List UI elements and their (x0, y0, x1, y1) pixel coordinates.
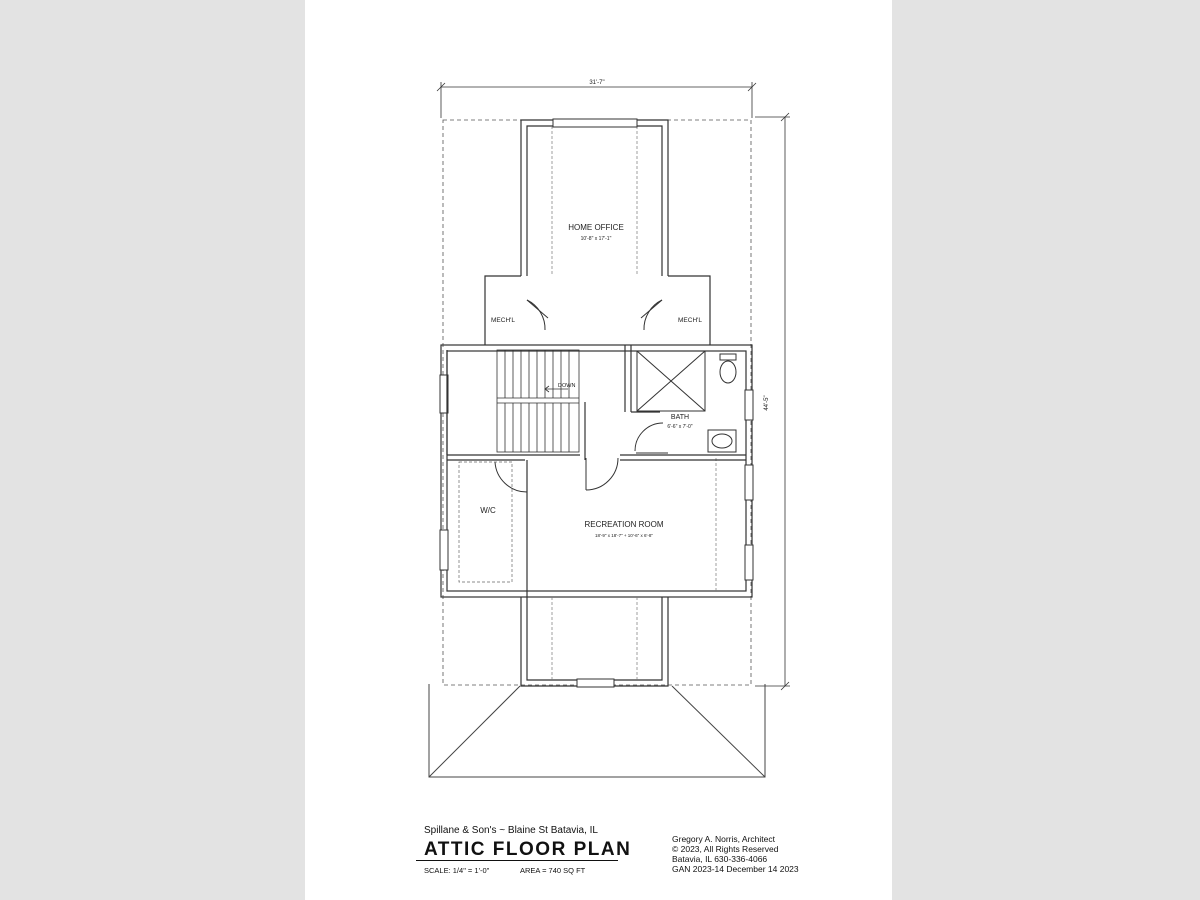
project-name: Spillane & Son's ~ Blaine St Batavia, IL (424, 825, 598, 836)
architect-job-date: GAN 2023-14 December 14 2023 (672, 864, 799, 874)
mech-left-label: MECH'L (491, 317, 515, 324)
architect-block (672, 834, 799, 874)
bath-dims: 6'-6" x 7'-0" (667, 424, 693, 430)
overall-width-dimension (437, 82, 756, 118)
mech-right-label: MECH'L (678, 317, 702, 324)
drawing-scale: SCALE: 1/4" = 1'-0" (424, 866, 490, 875)
windows (440, 119, 753, 687)
porch-roof (429, 684, 765, 777)
architect-copyright: © 2023, All Rights Reserved (672, 844, 779, 854)
title-underline (416, 860, 618, 861)
drawing-title: ATTIC FLOOR PLAN (424, 839, 632, 860)
architect-location-phone: Batavia, IL 630-336-4066 (672, 854, 768, 864)
wc-label: W/C (480, 506, 496, 515)
drawing-area: AREA = 740 SQ FT (520, 866, 586, 875)
overall-depth-label: 44'-5" (764, 395, 770, 411)
overall-depth-dimension (755, 113, 790, 690)
stair (497, 350, 579, 452)
doors (495, 458, 618, 492)
recreation-room-dims: 18'-9" x 18'-7" + 10'-6" x 6'-8" (595, 533, 653, 538)
wc-shelf (459, 462, 512, 582)
architect-name: Gregory A. Norris, Architect (672, 834, 775, 844)
home-office-label: HOME OFFICE (568, 223, 624, 232)
stair-down-label: DOWN (558, 383, 576, 389)
bath-fixtures (635, 351, 736, 453)
bath-label: BATH (670, 414, 690, 421)
interior-walls (447, 345, 746, 597)
home-office-dims: 10'-8" x 17'-1" (580, 236, 612, 242)
overall-width-label: 31'-7" (589, 80, 605, 86)
mech-closets (485, 300, 710, 345)
recreation-room-label: RECREATION ROOM (584, 520, 664, 529)
